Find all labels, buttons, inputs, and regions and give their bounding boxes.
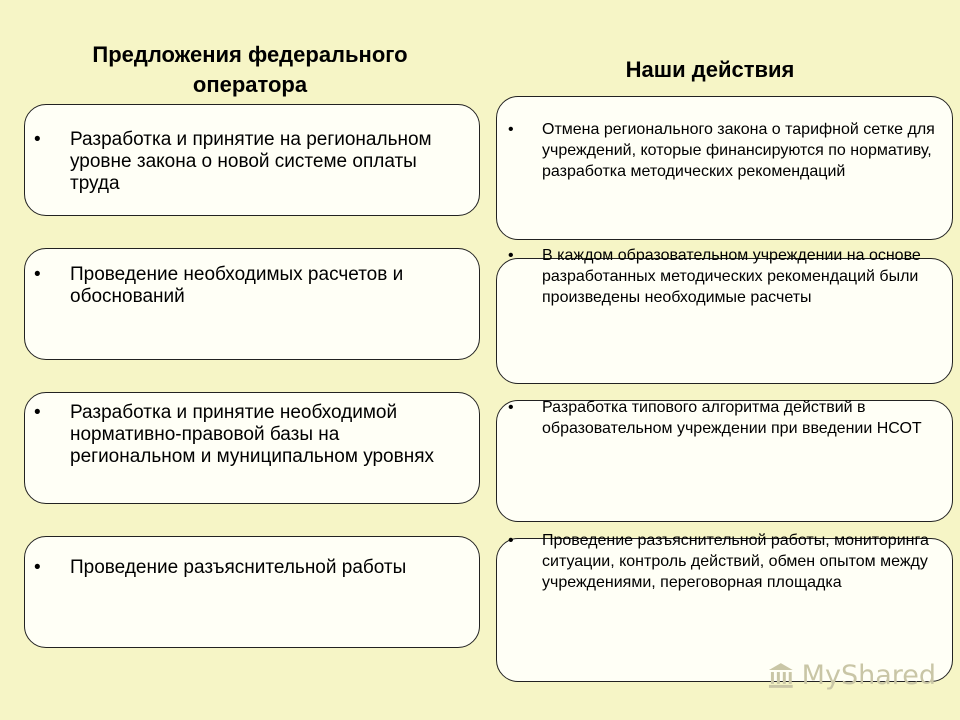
left-item-3 (34, 402, 454, 468)
bullet-icon: • (508, 121, 514, 138)
watermark-logo (766, 655, 936, 695)
right-item-1 (508, 119, 954, 182)
right-item-text: В каждом образовательном учреждении на основе разработанных методических рекомендаций были произведены необходимые расчеты (542, 247, 921, 306)
right-item-text: Проведение разъяснительной работы, мониторинга ситуации, контроль действий, обмен опытом между учреждениями, переговорная площадка (542, 532, 929, 591)
left-box-4 (24, 536, 480, 648)
right-item-text: Отмена регионального закона о тарифной сетке для учреждений, которые финансируются по нормативу, разработка методических рекомендаций (542, 121, 935, 180)
bullet-icon: • (508, 399, 514, 416)
left-item-text: Проведение разъяснительной работы (70, 557, 407, 578)
left-item-text: Разработка и принятие на региональном уровне закона о новой системе оплаты труда (70, 129, 432, 194)
left-item-2 (34, 264, 454, 308)
left-item-text: Разработка и принятие необходимой нормативно-правовой базы на региональном и муниципальном уровнях (70, 402, 434, 467)
left-column-title: Предложения федерального оператора (92, 42, 408, 97)
watermark-text: MyShared (801, 659, 936, 691)
bullet-icon: • (34, 557, 41, 578)
right-item-2 (508, 245, 954, 308)
right-item-3 (508, 397, 954, 439)
bullet-icon: • (34, 264, 41, 285)
bullet-icon: • (34, 129, 41, 150)
bullet-icon: • (508, 532, 514, 549)
left-item-1 (34, 129, 454, 195)
left-item-4 (34, 557, 454, 579)
building-icon (766, 660, 796, 690)
right-item-text: Разработка типового алгоритма действий в образовательном учреждении при введении НСОТ (542, 399, 922, 437)
bullet-icon: • (34, 402, 41, 423)
bullet-icon: • (508, 247, 514, 264)
right-item-4 (508, 530, 954, 593)
right-column-title: Наши действия (625, 57, 795, 82)
left-item-text: Проведение необходимых расчетов и обоснований (70, 264, 404, 307)
